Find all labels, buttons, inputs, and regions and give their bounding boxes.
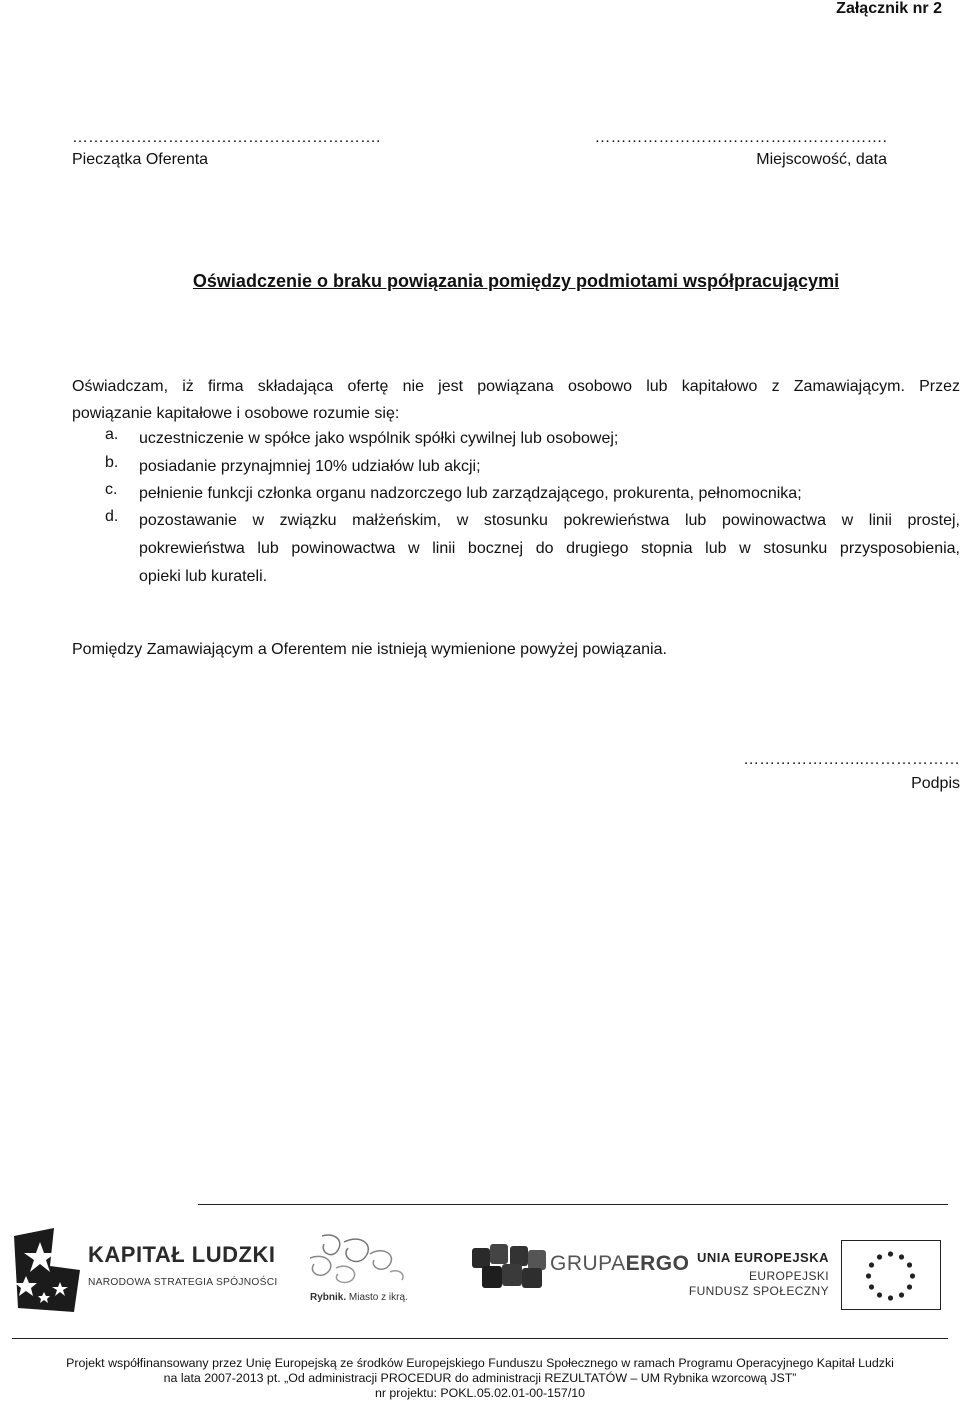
eu-flag-icon — [841, 1240, 941, 1310]
place-date-dots: ………………………………………………. — [594, 129, 887, 146]
eu-line-3: FUNDUSZ SPOŁECZNY — [688, 1284, 829, 1298]
ergo-wordmark — [550, 1252, 689, 1276]
intro-line-1: Oświadczam, iż firma składająca ofertę nie jest powiązana osobowo lub kapitałowo z Zamawiającym. Przez — [72, 378, 960, 395]
rybnik-fish-icon — [300, 1232, 420, 1288]
footer-bottom-divider — [12, 1338, 948, 1339]
list-item-line-3: opieki lub kurateli. — [139, 568, 268, 585]
list-item-letter: a. — [105, 426, 119, 443]
signature-label: Podpis — [911, 775, 960, 792]
list-item-letter: c. — [105, 481, 118, 498]
list-item-text: uczestniczenie w spółce jako wspólnik spółki cywilnej lub osobowej; — [139, 430, 619, 447]
rybnik-caption — [310, 1292, 408, 1303]
signature-dots: …………………..……………… — [743, 751, 960, 768]
eu-line-2: EUROPEJSKI — [748, 1269, 829, 1283]
intro-paragraph — [72, 373, 960, 427]
eu-stars-icon — [842, 1241, 939, 1308]
ergo-name: ERGO — [625, 1252, 690, 1275]
intro-line-2: powiązanie kapitałowe i osobowe rozumie się: — [72, 405, 400, 422]
rybnik-logo — [300, 1232, 425, 1308]
document-title-text: Oświadczenie o braku powiązania pomiędzy podmiotami współpracującymi — [192, 271, 840, 291]
list-item-letter: d. — [105, 508, 119, 525]
eu-line-1: UNIA EUROPEJSKA — [697, 1250, 829, 1265]
list-item-text: posiadanie przynajmniej 10% udziałów lub akcji; — [139, 458, 481, 475]
list-item-letter: b. — [105, 454, 119, 471]
conclusion-text: Pomiędzy Zamawiającym a Oferentem nie istnieją wymienione powyżej powiązania. — [72, 641, 667, 658]
rybnik-slogan: Miasto z ikrą. — [348, 1292, 408, 1303]
list-item-line-2: pokrewieństwa lub powinowactwa w linii bocznej do drugiego stopnia lub w stosunku przysposobienia, — [139, 540, 960, 557]
footer-line-3: nr projektu: POKL.05.02.01-00-157/10 — [374, 1386, 586, 1400]
ergo-prefix: GRUPA — [550, 1252, 626, 1275]
footer-line-2: na lata 2007-2013 pt. „Od administracji PROCEDUR do administracji REZULTATÓW – UM Rybnika wzorcową JST” — [163, 1371, 797, 1385]
document-title — [72, 271, 960, 292]
attachment-label: Załącznik nr 2 — [836, 0, 942, 17]
rybnik-name: Rybnik. — [310, 1292, 347, 1303]
footer-text — [0, 1356, 960, 1401]
list-item-text: pełnienie funkcji członka organu nadzorczego lub zarządzającego, prokurenta, pełnomocnika; — [139, 485, 802, 502]
kapital-ludzki-title: KAPITAŁ LUDZKI — [88, 1242, 276, 1267]
kapital-ludzki-emblem-icon — [10, 1226, 84, 1314]
footer-line-1: Projekt współfinansowany przez Unię Europejską ze środków Europejskiego Funduszu Społecznego w ramach Programu Operacyjnego Kapitał Ludzki — [66, 1356, 894, 1370]
footer-top-divider — [198, 1204, 948, 1205]
stamp-label: Pieczątka Oferenta — [72, 151, 209, 168]
stamp-dots: …………………………………………………. — [72, 129, 381, 146]
kapital-ludzki-subtitle: NARODOWA STRATEGIA SPÓJNOŚCI — [88, 1277, 278, 1288]
ergo-cubes-icon — [470, 1242, 550, 1290]
list-item-line-1: pozostawanie w związku małżeńskim, w stosunku pokrewieństwa lub powinowactwa w linii prostej, — [139, 512, 960, 529]
grupa-ergo-logo — [470, 1242, 690, 1290]
list-item-text — [139, 507, 960, 591]
eu-logo — [688, 1246, 945, 1310]
place-date-label: Miejscowość, data — [756, 151, 887, 168]
kapital-ludzki-logo — [10, 1226, 280, 1314]
